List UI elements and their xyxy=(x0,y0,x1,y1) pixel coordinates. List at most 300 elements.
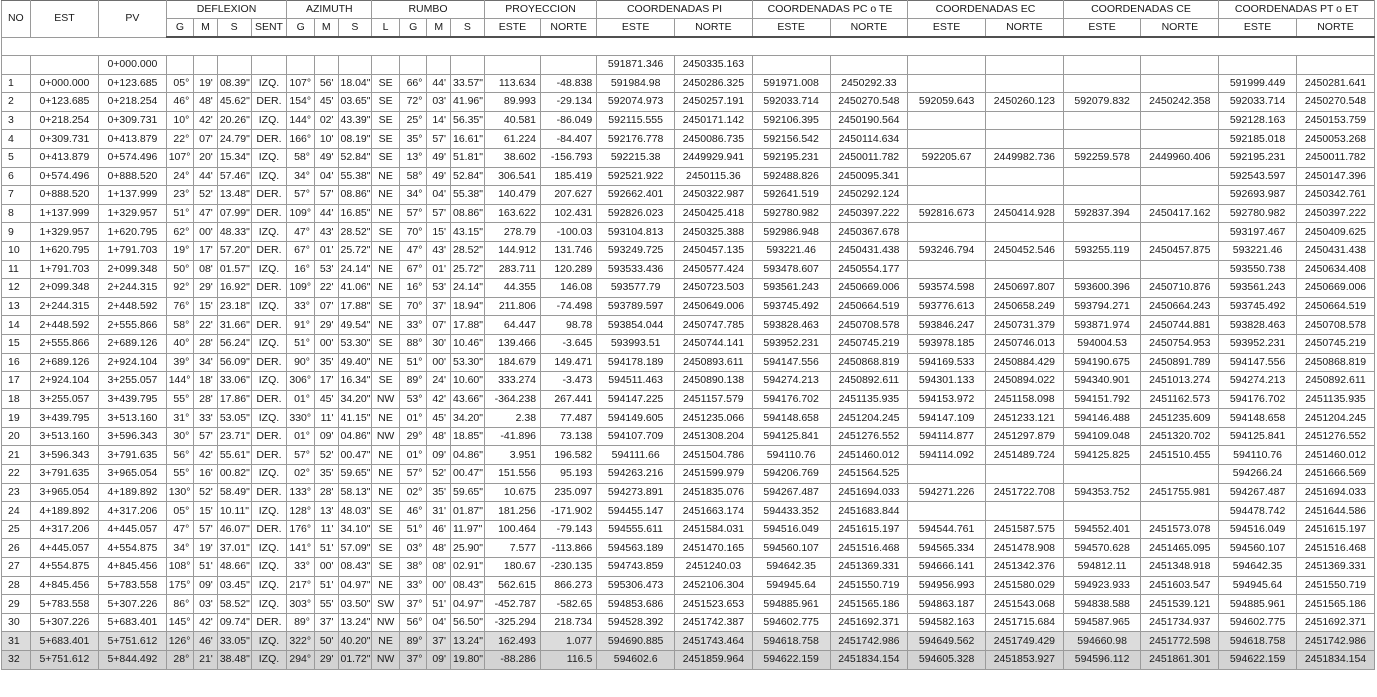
cell-az-m[interactable]: 02' xyxy=(314,111,338,130)
cell-rumbo-m[interactable]: 04' xyxy=(427,613,451,632)
cell-est[interactable]: 3+965.054 xyxy=(30,483,99,502)
cell-rumbo-s[interactable]: 56.35" xyxy=(451,111,485,130)
cell-rumbo-l[interactable]: SE xyxy=(372,558,400,577)
cell-ec-norte[interactable]: 2450658.249 xyxy=(985,297,1063,316)
cell-az-m[interactable]: 13' xyxy=(314,502,338,521)
cell-no[interactable]: 25 xyxy=(2,520,31,539)
cell-pi-este[interactable]: 594263.216 xyxy=(597,465,675,484)
cell-est[interactable]: 1+620.795 xyxy=(30,241,99,260)
cell-no[interactable]: 30 xyxy=(2,613,31,632)
cell-ce-este[interactable] xyxy=(1063,223,1141,242)
cell-ec-norte[interactable]: 2450414.928 xyxy=(985,204,1063,223)
cell-rumbo-m[interactable]: 00' xyxy=(427,353,451,372)
cell-defl-m[interactable]: 16' xyxy=(194,465,218,484)
cell-proy-este[interactable]: 7.577 xyxy=(484,539,540,558)
cell-ce-este[interactable] xyxy=(1063,465,1141,484)
cell-defl-sent[interactable]: IZQ. xyxy=(251,595,287,614)
cell-ec-norte[interactable]: 2451543.068 xyxy=(985,595,1063,614)
cell-defl-sent[interactable]: DER. xyxy=(251,520,287,539)
cell-est[interactable]: 0+574.496 xyxy=(30,167,99,186)
cell-rumbo-m[interactable]: 46' xyxy=(427,520,451,539)
cell-ce-este[interactable]: 594660.98 xyxy=(1063,632,1141,651)
cell-defl-g[interactable]: 76° xyxy=(166,297,194,316)
cell-az-g[interactable]: 58° xyxy=(287,148,315,167)
cell-az-s[interactable]: 40.20" xyxy=(338,632,372,651)
cell-ce-este[interactable]: 594190.675 xyxy=(1063,353,1141,372)
cell-defl-g[interactable]: 58° xyxy=(166,316,194,335)
cell-defl-s[interactable]: 24.79" xyxy=(217,130,251,149)
cell-rumbo-s[interactable]: 56.50" xyxy=(451,613,485,632)
cell-rumbo-g[interactable]: 33° xyxy=(399,576,427,595)
blank-cell[interactable] xyxy=(427,37,451,56)
cell-pv[interactable]: 0+000.000 xyxy=(99,56,167,75)
cell-proy-este[interactable]: 3.951 xyxy=(484,446,540,465)
cell-ec-este[interactable]: 594956.993 xyxy=(908,576,986,595)
cell-pi-norte[interactable]: 2450649.006 xyxy=(675,297,753,316)
cell-defl-sent[interactable]: DER. xyxy=(251,316,287,335)
cell-defl-g[interactable]: 107° xyxy=(166,148,194,167)
cell-rumbo-s[interactable]: 11.97" xyxy=(451,520,485,539)
header-pt-este[interactable]: ESTE xyxy=(1219,19,1297,38)
cell-pc-norte[interactable]: 2450190.564 xyxy=(830,111,908,130)
cell-pt-este[interactable]: 594110.76 xyxy=(1219,446,1297,465)
cell-rumbo-g[interactable]: 46° xyxy=(399,502,427,521)
cell-pi-este[interactable]: 592826.023 xyxy=(597,204,675,223)
cell-defl-m[interactable]: 57' xyxy=(194,427,218,446)
cell-pc-norte[interactable]: 2451694.033 xyxy=(830,483,908,502)
cell-pt-este[interactable]: 592693.987 xyxy=(1219,186,1297,205)
cell-pv[interactable]: 5+307.226 xyxy=(99,595,167,614)
cell-pi-este[interactable]: 592521.922 xyxy=(597,167,675,186)
cell-az-g[interactable]: 166° xyxy=(287,130,315,149)
cell-pc-norte[interactable] xyxy=(830,56,908,75)
cell-ec-norte[interactable]: 2450884.429 xyxy=(985,353,1063,372)
header-ec-este[interactable]: ESTE xyxy=(908,19,986,38)
cell-pc-norte[interactable]: 2450745.219 xyxy=(830,334,908,353)
cell-defl-sent[interactable]: IZQ. xyxy=(251,223,287,242)
cell-est[interactable]: 5+683.401 xyxy=(30,632,99,651)
cell-rumbo-g[interactable]: 38° xyxy=(399,558,427,577)
cell-rumbo-l[interactable]: NW xyxy=(372,427,400,446)
blank-cell[interactable] xyxy=(752,37,830,56)
cell-pi-norte[interactable]: 2449929.941 xyxy=(675,148,753,167)
cell-ec-norte[interactable] xyxy=(985,465,1063,484)
cell-defl-s[interactable]: 01.57" xyxy=(217,260,251,279)
cell-az-g[interactable] xyxy=(287,56,315,75)
cell-rumbo-s[interactable] xyxy=(451,56,485,75)
cell-az-g[interactable]: 33° xyxy=(287,297,315,316)
blank-cell[interactable] xyxy=(99,37,167,56)
cell-ce-este[interactable]: 593871.974 xyxy=(1063,316,1141,335)
cell-proy-este[interactable]: 184.679 xyxy=(484,353,540,372)
cell-defl-g[interactable]: 24° xyxy=(166,167,194,186)
cell-rumbo-s[interactable]: 10.46" xyxy=(451,334,485,353)
cell-defl-sent[interactable]: IZQ. xyxy=(251,558,287,577)
cell-az-g[interactable]: 128° xyxy=(287,502,315,521)
cell-pt-este[interactable]: 594274.213 xyxy=(1219,372,1297,391)
cell-pt-norte[interactable]: 2450745.219 xyxy=(1296,334,1374,353)
cell-proy-norte[interactable]: -113.866 xyxy=(541,539,597,558)
cell-defl-sent[interactable]: DER. xyxy=(251,446,287,465)
header-pt-norte[interactable]: NORTE xyxy=(1296,19,1374,38)
header-rumbo-l[interactable]: L xyxy=(372,19,400,38)
cell-defl-s[interactable]: 33.05" xyxy=(217,632,251,651)
cell-rumbo-s[interactable]: 13.24" xyxy=(451,632,485,651)
cell-proy-este[interactable]: 144.912 xyxy=(484,241,540,260)
cell-ce-norte[interactable] xyxy=(1141,223,1219,242)
cell-defl-m[interactable]: 47' xyxy=(194,204,218,223)
cell-ce-norte[interactable]: 2451348.918 xyxy=(1141,558,1219,577)
cell-pi-norte[interactable]: 2450577.424 xyxy=(675,260,753,279)
header-rumbo-g[interactable]: G xyxy=(399,19,427,38)
cell-ec-este[interactable]: 592205.67 xyxy=(908,148,986,167)
cell-rumbo-m[interactable]: 14' xyxy=(427,111,451,130)
cell-ce-este[interactable]: 594004.53 xyxy=(1063,334,1141,353)
cell-rumbo-g[interactable]: 57° xyxy=(399,204,427,223)
cell-defl-g[interactable]: 108° xyxy=(166,558,194,577)
cell-ce-este[interactable] xyxy=(1063,130,1141,149)
cell-pt-norte[interactable]: 2450868.819 xyxy=(1296,353,1374,372)
cell-pt-este[interactable]: 594516.049 xyxy=(1219,520,1297,539)
cell-az-s[interactable]: 03.50" xyxy=(338,595,372,614)
cell-az-m[interactable]: 49' xyxy=(314,148,338,167)
cell-defl-g[interactable]: 50° xyxy=(166,260,194,279)
cell-pt-norte[interactable]: 2450409.625 xyxy=(1296,223,1374,242)
cell-az-s[interactable]: 08.86" xyxy=(338,186,372,205)
cell-az-g[interactable]: 330° xyxy=(287,409,315,428)
cell-defl-m[interactable]: 48' xyxy=(194,93,218,112)
cell-ec-este[interactable]: 594114.877 xyxy=(908,427,986,446)
header-pc-norte[interactable]: NORTE xyxy=(830,19,908,38)
cell-defl-sent[interactable]: IZQ. xyxy=(251,372,287,391)
cell-rumbo-l[interactable]: SE xyxy=(372,297,400,316)
cell-pc-norte[interactable]: 2450095.341 xyxy=(830,167,908,186)
cell-defl-sent[interactable]: IZQ. xyxy=(251,632,287,651)
cell-rumbo-m[interactable]: 57' xyxy=(427,204,451,223)
cell-proy-norte[interactable]: -100.03 xyxy=(541,223,597,242)
cell-ce-norte[interactable]: 2451162.573 xyxy=(1141,390,1219,409)
cell-pc-este[interactable]: 592106.395 xyxy=(752,111,830,130)
cell-rumbo-l[interactable]: NE xyxy=(372,186,400,205)
cell-defl-m[interactable]: 34' xyxy=(194,353,218,372)
cell-ce-norte[interactable]: 2451320.702 xyxy=(1141,427,1219,446)
blank-cell[interactable] xyxy=(287,37,315,56)
cell-est[interactable]: 0+218.254 xyxy=(30,111,99,130)
cell-defl-m[interactable]: 00' xyxy=(194,223,218,242)
cell-pt-este[interactable]: 594478.742 xyxy=(1219,502,1297,521)
cell-az-s[interactable]: 43.39" xyxy=(338,111,372,130)
cell-pc-norte[interactable]: 2450397.222 xyxy=(830,204,908,223)
cell-az-g[interactable]: 01° xyxy=(287,427,315,446)
cell-rumbo-m[interactable]: 15' xyxy=(427,223,451,242)
header-pc-este[interactable]: ESTE xyxy=(752,19,830,38)
cell-est[interactable]: 2+244.315 xyxy=(30,297,99,316)
cell-pt-norte[interactable]: 2450281.641 xyxy=(1296,74,1374,93)
cell-rumbo-l[interactable]: NE xyxy=(372,632,400,651)
cell-pt-este[interactable]: 594176.702 xyxy=(1219,390,1297,409)
cell-az-m[interactable]: 43' xyxy=(314,223,338,242)
cell-rumbo-m[interactable]: 35' xyxy=(427,483,451,502)
cell-pc-norte[interactable]: 2451460.012 xyxy=(830,446,908,465)
cell-ce-este[interactable]: 594353.752 xyxy=(1063,483,1141,502)
cell-az-s[interactable]: 53.30" xyxy=(338,334,372,353)
cell-proy-norte[interactable]: -48.838 xyxy=(541,74,597,93)
cell-defl-m[interactable]: 33' xyxy=(194,409,218,428)
cell-rumbo-l[interactable]: NW xyxy=(372,651,400,670)
cell-rumbo-g[interactable]: 01° xyxy=(399,446,427,465)
cell-ec-este[interactable]: 594153.972 xyxy=(908,390,986,409)
cell-defl-s[interactable] xyxy=(217,56,251,75)
cell-proy-este[interactable]: 306.541 xyxy=(484,167,540,186)
cell-pi-este[interactable]: 594555.611 xyxy=(597,520,675,539)
cell-defl-g[interactable]: 10° xyxy=(166,111,194,130)
cell-defl-g[interactable]: 92° xyxy=(166,279,194,298)
cell-proy-norte[interactable]: 267.441 xyxy=(541,390,597,409)
cell-est[interactable]: 0+000.000 xyxy=(30,74,99,93)
cell-ec-norte[interactable]: 2449982.736 xyxy=(985,148,1063,167)
cell-pi-este[interactable]: 594690.885 xyxy=(597,632,675,651)
cell-proy-este[interactable]: 140.479 xyxy=(484,186,540,205)
cell-pt-norte[interactable]: 2451692.371 xyxy=(1296,613,1374,632)
cell-rumbo-l[interactable]: NE xyxy=(372,260,400,279)
cell-ec-norte[interactable] xyxy=(985,56,1063,75)
cell-pv[interactable]: 0+123.685 xyxy=(99,74,167,93)
cell-est[interactable] xyxy=(30,56,99,75)
cell-defl-s[interactable]: 57.46" xyxy=(217,167,251,186)
cell-ce-este[interactable]: 594340.901 xyxy=(1063,372,1141,391)
cell-rumbo-s[interactable]: 18.85" xyxy=(451,427,485,446)
cell-proy-este[interactable]: -88.286 xyxy=(484,651,540,670)
cell-pc-este[interactable]: 593478.607 xyxy=(752,260,830,279)
cell-rumbo-g[interactable]: 02° xyxy=(399,483,427,502)
cell-az-s[interactable]: 16.85" xyxy=(338,204,372,223)
cell-pc-norte[interactable]: 2450114.634 xyxy=(830,130,908,149)
cell-ce-norte[interactable]: 2450891.789 xyxy=(1141,353,1219,372)
cell-ec-este[interactable]: 594147.109 xyxy=(908,409,986,428)
blank-cell[interactable] xyxy=(217,37,251,56)
cell-az-m[interactable]: 55' xyxy=(314,595,338,614)
cell-ce-norte[interactable] xyxy=(1141,56,1219,75)
cell-rumbo-m[interactable] xyxy=(427,56,451,75)
cell-az-m[interactable]: 57' xyxy=(314,186,338,205)
cell-defl-sent[interactable]: IZQ. xyxy=(251,651,287,670)
cell-ec-este[interactable] xyxy=(908,186,986,205)
cell-pc-este[interactable]: 593745.492 xyxy=(752,297,830,316)
cell-az-g[interactable]: 294° xyxy=(287,651,315,670)
cell-ec-este[interactable]: 594544.761 xyxy=(908,520,986,539)
cell-est[interactable]: 2+448.592 xyxy=(30,316,99,335)
cell-pt-este[interactable] xyxy=(1219,56,1297,75)
cell-pt-este[interactable]: 594642.35 xyxy=(1219,558,1297,577)
cell-proy-este[interactable]: -325.294 xyxy=(484,613,540,632)
cell-pc-este[interactable]: 594274.213 xyxy=(752,372,830,391)
cell-defl-g[interactable]: 39° xyxy=(166,353,194,372)
cell-ce-norte[interactable]: 2451013.274 xyxy=(1141,372,1219,391)
cell-ce-este[interactable]: 594587.965 xyxy=(1063,613,1141,632)
cell-pc-este[interactable]: 592156.542 xyxy=(752,130,830,149)
cell-rumbo-l[interactable]: SE xyxy=(372,520,400,539)
cell-rumbo-m[interactable]: 53' xyxy=(427,279,451,298)
cell-pc-este[interactable]: 593561.243 xyxy=(752,279,830,298)
cell-defl-sent[interactable]: IZQ. xyxy=(251,148,287,167)
cell-defl-s[interactable]: 45.62" xyxy=(217,93,251,112)
cell-defl-sent[interactable]: IZQ. xyxy=(251,167,287,186)
cell-az-m[interactable]: 11' xyxy=(314,520,338,539)
cell-defl-sent[interactable]: IZQ. xyxy=(251,539,287,558)
cell-pc-este[interactable]: 594602.775 xyxy=(752,613,830,632)
cell-pt-este[interactable]: 593952.231 xyxy=(1219,334,1297,353)
cell-proy-norte[interactable]: 218.734 xyxy=(541,613,597,632)
cell-no[interactable]: 19 xyxy=(2,409,31,428)
cell-ce-este[interactable]: 594151.792 xyxy=(1063,390,1141,409)
cell-no[interactable]: 24 xyxy=(2,502,31,521)
header-ce-norte[interactable]: NORTE xyxy=(1141,19,1219,38)
cell-pt-este[interactable]: 594622.159 xyxy=(1219,651,1297,670)
cell-rumbo-m[interactable]: 37' xyxy=(427,632,451,651)
cell-pc-norte[interactable]: 2451204.245 xyxy=(830,409,908,428)
cell-pv[interactable]: 3+255.057 xyxy=(99,372,167,391)
cell-ec-este[interactable] xyxy=(908,465,986,484)
cell-ec-norte[interactable]: 2450894.022 xyxy=(985,372,1063,391)
cell-az-s[interactable]: 16.34" xyxy=(338,372,372,391)
cell-rumbo-g[interactable]: 33° xyxy=(399,316,427,335)
cell-rumbo-m[interactable]: 49' xyxy=(427,167,451,186)
cell-rumbo-l[interactable]: NE xyxy=(372,279,400,298)
blank-cell[interactable] xyxy=(251,37,287,56)
cell-proy-este[interactable]: 64.447 xyxy=(484,316,540,335)
cell-rumbo-g[interactable]: 70° xyxy=(399,223,427,242)
cell-az-g[interactable]: 57° xyxy=(287,186,315,205)
cell-ec-norte[interactable]: 2451489.724 xyxy=(985,446,1063,465)
blank-cell[interactable] xyxy=(484,37,540,56)
cell-defl-s[interactable]: 33.06" xyxy=(217,372,251,391)
cell-defl-m[interactable]: 52' xyxy=(194,186,218,205)
cell-pc-este[interactable]: 593828.463 xyxy=(752,316,830,335)
cell-az-g[interactable]: 154° xyxy=(287,93,315,112)
cell-proy-este[interactable]: 100.464 xyxy=(484,520,540,539)
cell-az-s[interactable]: 08.19" xyxy=(338,130,372,149)
cell-pc-este[interactable]: 592986.948 xyxy=(752,223,830,242)
header-deflexion-m[interactable]: M xyxy=(194,19,218,38)
cell-ce-norte[interactable]: 2451603.547 xyxy=(1141,576,1219,595)
cell-rumbo-l[interactable]: SE xyxy=(372,502,400,521)
cell-pv[interactable]: 4+445.057 xyxy=(99,520,167,539)
cell-rumbo-l[interactable]: NW xyxy=(372,613,400,632)
cell-defl-sent[interactable]: DER. xyxy=(251,353,287,372)
cell-pv[interactable]: 2+099.348 xyxy=(99,260,167,279)
cell-ce-este[interactable]: 593600.396 xyxy=(1063,279,1141,298)
cell-ec-este[interactable]: 594301.133 xyxy=(908,372,986,391)
cell-rumbo-s[interactable]: 04.97" xyxy=(451,595,485,614)
cell-defl-s[interactable]: 48.33" xyxy=(217,223,251,242)
cell-defl-g[interactable]: 22° xyxy=(166,130,194,149)
cell-pv[interactable]: 0+888.520 xyxy=(99,167,167,186)
cell-no[interactable]: 18 xyxy=(2,390,31,409)
cell-defl-s[interactable]: 56.09" xyxy=(217,353,251,372)
cell-rumbo-s[interactable]: 28.52" xyxy=(451,241,485,260)
cell-ec-este[interactable]: 594605.328 xyxy=(908,651,986,670)
blank-cell[interactable] xyxy=(372,37,400,56)
cell-proy-norte[interactable]: 1.077 xyxy=(541,632,597,651)
cell-az-s[interactable]: 48.03" xyxy=(338,502,372,521)
cell-proy-este[interactable]: 40.581 xyxy=(484,111,540,130)
cell-ec-este[interactable]: 594649.562 xyxy=(908,632,986,651)
cell-rumbo-g[interactable]: 70° xyxy=(399,297,427,316)
cell-proy-este[interactable]: 113.634 xyxy=(484,74,540,93)
cell-proy-este[interactable]: 44.355 xyxy=(484,279,540,298)
cell-proy-norte[interactable]: 131.746 xyxy=(541,241,597,260)
cell-ce-este[interactable] xyxy=(1063,502,1141,521)
cell-az-s[interactable] xyxy=(338,56,372,75)
cell-rumbo-s[interactable]: 00.47" xyxy=(451,465,485,484)
cell-proy-norte[interactable]: -74.498 xyxy=(541,297,597,316)
cell-rumbo-l[interactable] xyxy=(372,56,400,75)
cell-defl-s[interactable]: 16.92" xyxy=(217,279,251,298)
cell-no[interactable]: 27 xyxy=(2,558,31,577)
cell-defl-g[interactable]: 56° xyxy=(166,446,194,465)
cell-pi-este[interactable]: 593104.813 xyxy=(597,223,675,242)
cell-defl-s[interactable]: 38.48" xyxy=(217,651,251,670)
cell-az-m[interactable]: 35' xyxy=(314,353,338,372)
cell-proy-este[interactable]: 333.274 xyxy=(484,372,540,391)
cell-rumbo-g[interactable]: 25° xyxy=(399,111,427,130)
cell-rumbo-g[interactable]: 72° xyxy=(399,93,427,112)
cell-defl-m[interactable]: 15' xyxy=(194,502,218,521)
cell-pc-norte[interactable]: 2450669.006 xyxy=(830,279,908,298)
blank-cell[interactable] xyxy=(597,37,675,56)
cell-ce-norte[interactable]: 2451734.937 xyxy=(1141,613,1219,632)
cell-pi-norte[interactable]: 2450115.36 xyxy=(675,167,753,186)
cell-proy-este[interactable]: -364.238 xyxy=(484,390,540,409)
cell-defl-s[interactable]: 58.52" xyxy=(217,595,251,614)
cell-defl-s[interactable]: 55.61" xyxy=(217,446,251,465)
cell-az-s[interactable]: 25.72" xyxy=(338,241,372,260)
cell-pi-norte[interactable]: 2451308.204 xyxy=(675,427,753,446)
cell-pt-este[interactable]: 593828.463 xyxy=(1219,316,1297,335)
cell-pc-norte[interactable]: 2450664.519 xyxy=(830,297,908,316)
cell-defl-m[interactable]: 18' xyxy=(194,372,218,391)
cell-defl-g[interactable]: 40° xyxy=(166,334,194,353)
cell-defl-sent[interactable]: IZQ. xyxy=(251,409,287,428)
cell-defl-s[interactable]: 37.01" xyxy=(217,539,251,558)
cell-defl-s[interactable]: 56.24" xyxy=(217,334,251,353)
cell-az-g[interactable]: 67° xyxy=(287,241,315,260)
cell-pt-este[interactable]: 593221.46 xyxy=(1219,241,1297,260)
cell-pi-norte[interactable]: 2451584.031 xyxy=(675,520,753,539)
cell-ce-norte[interactable]: 2450664.243 xyxy=(1141,297,1219,316)
cell-ce-este[interactable]: 593255.119 xyxy=(1063,241,1141,260)
cell-pi-este[interactable]: 593249.725 xyxy=(597,241,675,260)
cell-az-g[interactable]: 322° xyxy=(287,632,315,651)
cell-az-g[interactable]: 141° xyxy=(287,539,315,558)
cell-rumbo-s[interactable]: 17.88" xyxy=(451,316,485,335)
cell-pt-norte[interactable]: 2450147.396 xyxy=(1296,167,1374,186)
cell-pv[interactable]: 4+845.456 xyxy=(99,558,167,577)
cell-defl-m[interactable]: 19' xyxy=(194,74,218,93)
header-proyeccion-este[interactable]: ESTE xyxy=(484,19,540,38)
cell-no[interactable]: 4 xyxy=(2,130,31,149)
cell-pc-este[interactable]: 594267.487 xyxy=(752,483,830,502)
cell-no[interactable]: 1 xyxy=(2,74,31,93)
cell-defl-m[interactable]: 20' xyxy=(194,148,218,167)
header-deflexion-g[interactable]: G xyxy=(166,19,194,38)
cell-pv[interactable]: 2+244.315 xyxy=(99,279,167,298)
cell-pc-norte[interactable]: 2450431.438 xyxy=(830,241,908,260)
cell-no[interactable]: 14 xyxy=(2,316,31,335)
cell-est[interactable]: 0+413.879 xyxy=(30,148,99,167)
cell-defl-sent[interactable]: DER. xyxy=(251,241,287,260)
cell-ce-este[interactable] xyxy=(1063,167,1141,186)
